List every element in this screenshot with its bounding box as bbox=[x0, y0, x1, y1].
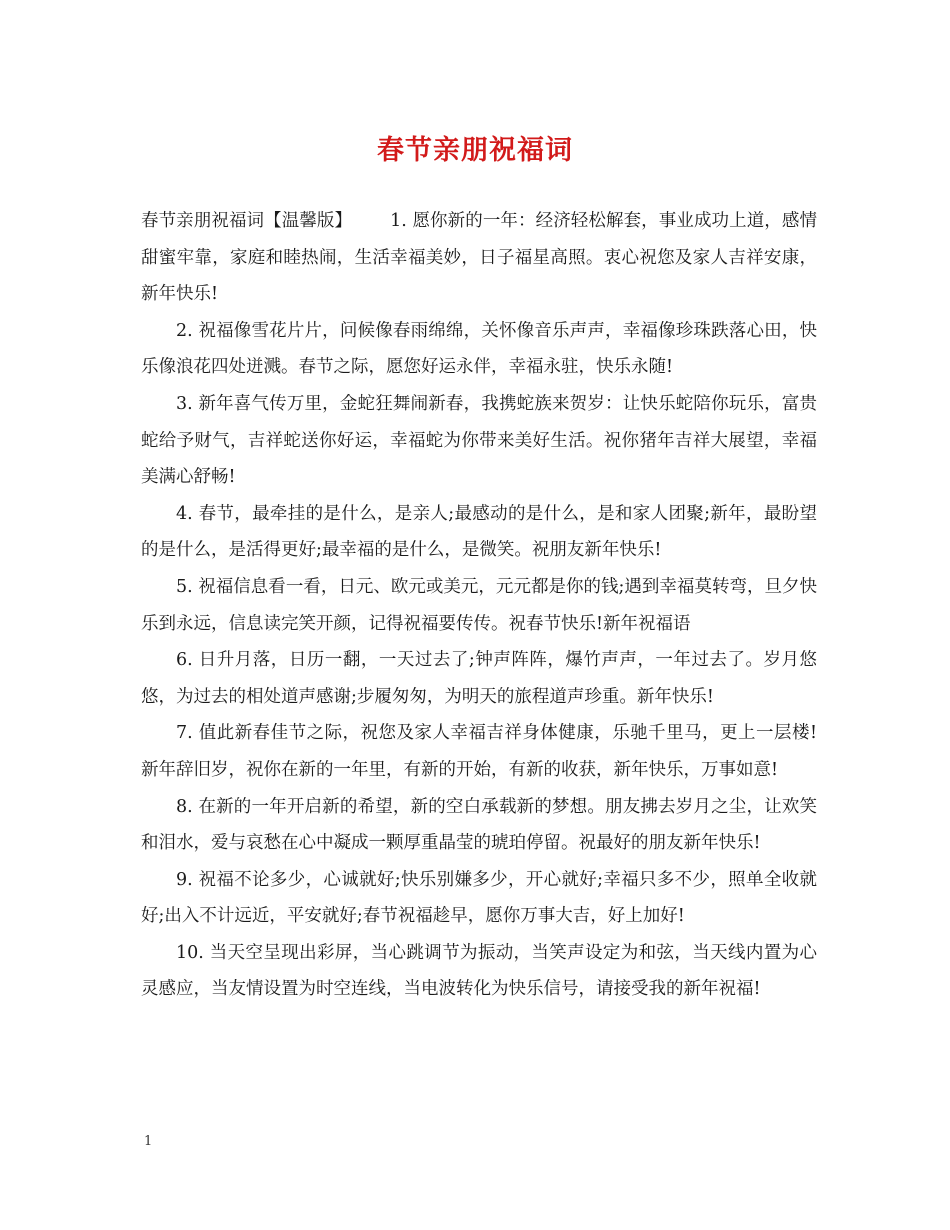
page-number: 1 bbox=[144, 1134, 153, 1149]
document-title: 春节亲朋祝福词 bbox=[377, 135, 573, 166]
paragraph-8: 8. 在新的一年开启新的希望，新的空白承载新的梦想。朋友拂去岁月之尘，让欢笑和泪水，爱与哀愁在心中凝成一颗厚重晶莹的琥珀停留。祝最好的朋友新年快乐! bbox=[141, 796, 817, 854]
paragraph-6: 6. 日升月落，日历一翻，一天过去了;钟声阵阵，爆竹声声，一年过去了。岁月悠悠，为过去的相处道声感谢;步履匆匆，为明天的旅程道声珍重。新年快乐! bbox=[141, 650, 817, 707]
intro-heading: 春节亲朋祝福词【温馨版】 bbox=[141, 211, 353, 231]
document-body bbox=[141, 203, 817, 1008]
paragraph-3: 3. 新年喜气传万里，金蛇狂舞闹新春，我携蛇族来贺岁：让快乐蛇陪你玩乐，富贵蛇给予财气，吉祥蛇送你好运，幸福蛇为你带来美好生活。祝你猪年吉祥大展望，幸福美满心舒畅! bbox=[141, 393, 817, 488]
paragraph-7: 7. 值此新春佳节之际，祝您及家人幸福吉祥身体健康，乐驰千里马，更上一层楼!新年辞旧岁，祝你在新的一年里，有新的开始，有新的收获，新年快乐，万事如意! bbox=[141, 723, 817, 780]
paragraph-2: 2. 祝福像雪花片片，问候像春雨绵绵，关怀像音乐声声，幸福像珍珠跌落心田，快乐像浪花四处迸溅。春节之际，愿您好运永伴，幸福永驻，快乐永随! bbox=[141, 320, 817, 378]
paragraph-10: 10. 当天空呈现出彩屏，当心跳调节为振动，当笑声设定为和弦，当天线内置为心灵感应，当友情设置为时空连线，当电波转化为快乐信号，请接受我的新年祝福! bbox=[141, 942, 817, 1000]
paragraph-1 bbox=[141, 203, 817, 313]
paragraph-5: 5. 祝福信息看一看，日元、欧元或美元，元元都是你的钱;遇到幸福莫转弯，旦夕快乐到永远，信息读完笑开颜，记得祝福要传传。祝春节快乐!新年祝福语 bbox=[141, 576, 817, 634]
paragraph-9: 9. 祝福不论多少，心诚就好;快乐别嫌多少，开心就好;幸福只多不少，照单全收就好;出入不计远近，平安就好;春节祝福趁早，愿你万事大吉，好上加好! bbox=[141, 869, 817, 927]
paragraph-4: 4. 春节，最牵挂的是什么，是亲人;最感动的是什么，是和家人团聚;新年，最盼望的是什么，是活得更好;最幸福的是什么，是微笑。祝朋友新年快乐! bbox=[141, 503, 817, 561]
paragraph-1-text: 1. 愿你新的一年：经济轻松解套，事业成功上道，感情甜蜜牢靠，家庭和睦热闹，生活幸福美妙，日子福星高照。衷心祝您及家人吉祥安康，新年快乐! bbox=[141, 211, 817, 305]
